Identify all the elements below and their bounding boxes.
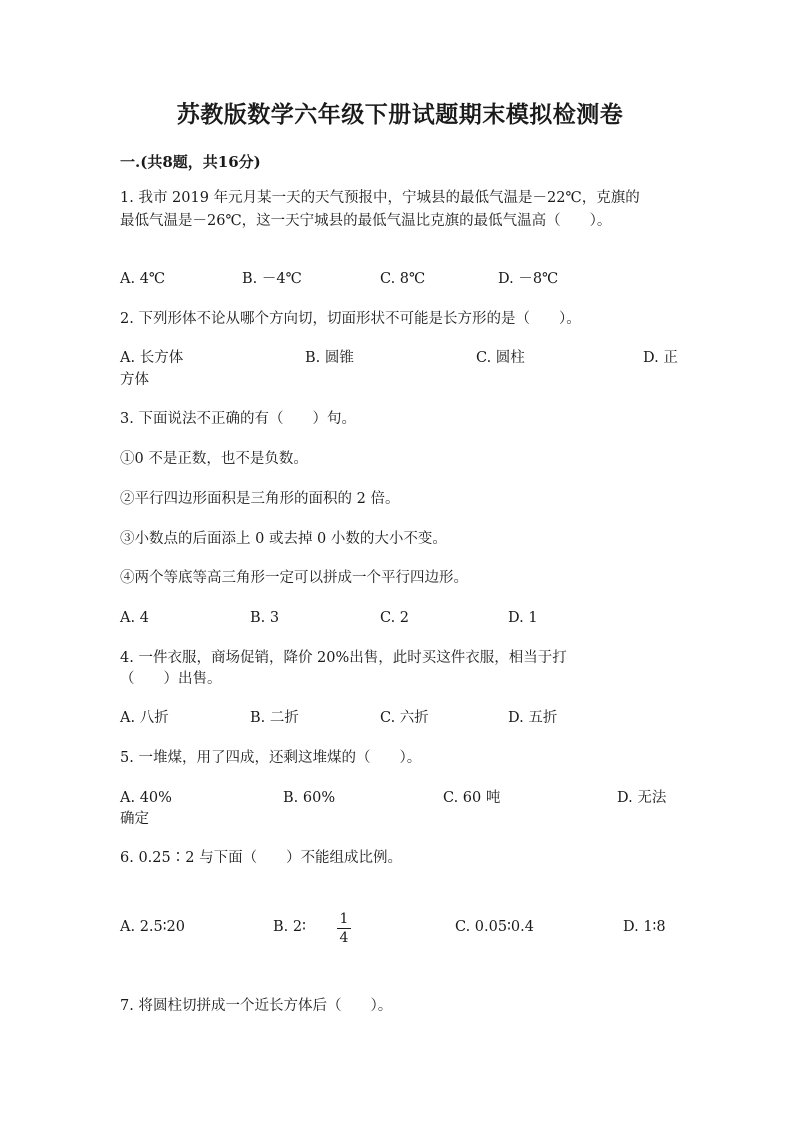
q3-statement-1: ①0 不是正数，也不是负数。 [120, 451, 308, 467]
q3-statement-4: ④两个等底等高三角形一定可以拼成一个平行四边形。 [120, 570, 468, 586]
q3-option-d: D. 1 [508, 610, 538, 626]
q4-option-d: D. 五折 [508, 710, 558, 726]
q4-option-c: C. 六折 [380, 710, 429, 726]
page-title: 苏教版数学六年级下册试题期末模拟检测卷 [176, 101, 624, 128]
q3-option-a: A. 4 [120, 610, 149, 626]
q2-option-c: C. 圆柱 [476, 350, 525, 366]
fraction-bar [337, 928, 351, 929]
fraction-denominator: 4 [339, 930, 349, 946]
q3-statement-2: ②平行四边形面积是三角形的面积的 2 倍。 [120, 491, 400, 507]
q7-stem: 7. 将圆柱切拼成一个近长方体后（ ）。 [120, 998, 393, 1014]
q6-option-d: D. 1∶8 [623, 919, 666, 935]
q3-option-b: B. 3 [250, 610, 280, 626]
q6-option-b: B. 2∶ [273, 919, 306, 935]
q1-option-c: C. 8℃ [380, 271, 426, 287]
q2-stem: 2. 下列形体不论从哪个方向切，切面形状不可能是长方形的是（ ）。 [120, 311, 581, 327]
q3-statement-3: ③小数点的后面添上 0 或去掉 0 小数的大小不变。 [120, 531, 447, 547]
q1-option-a: A. 4℃ [120, 271, 166, 287]
q5-option-b: B. 60% [283, 790, 336, 806]
q3-stem: 3. 下面说法不正确的有（ ）句。 [120, 411, 356, 427]
q1-stem-line1: 1. 我市 2019 年元月某一天的天气预报中，宁城县的最低气温是－22℃，克旗的 [120, 190, 640, 206]
q1-option-d: D. －8℃ [498, 271, 559, 287]
q5-stem: 5. 一堆煤，用了四成，还剩这堆煤的（ ）。 [120, 750, 422, 766]
q1-stem-line2: 最低气温是－26℃，这一天宁城县的最低气温比克旗的最低气温高（ ）。 [120, 213, 612, 229]
q4-option-a: A. 八折 [120, 710, 169, 726]
q3-option-c: C. 2 [380, 610, 410, 626]
q2-option-b: B. 圆锥 [305, 350, 354, 366]
q5-option-a: A. 40% [120, 790, 172, 806]
q5-option-d-wrap: 确定 [120, 811, 149, 827]
q5-option-c: C. 60 吨 [443, 790, 501, 806]
q5-option-d: D. 无法 [617, 790, 667, 806]
q4-stem-line1: 4. 一件衣服，商场促销，降价 20%出售，此时买这件衣服，相当于打 [120, 650, 567, 666]
q6-option-a: A. 2.5∶20 [120, 919, 185, 935]
q4-stem-line2: （ ）出售。 [120, 671, 222, 687]
q6-option-b-fraction [337, 911, 351, 946]
q2-option-d: D. 正 [643, 350, 678, 366]
fraction-numerator: 1 [339, 911, 349, 927]
q1-option-b: B. －4℃ [242, 271, 302, 287]
q6-option-c: C. 0.05∶0.4 [455, 919, 534, 935]
q2-option-d-wrap: 方体 [120, 372, 149, 388]
q2-option-a: A. 长方体 [120, 350, 184, 366]
q6-stem: 6. 0.25∶2 与下面（ ）不能组成比例。 [120, 850, 403, 866]
section-heading: 一.(共8题，共16分) [120, 153, 261, 171]
q4-option-b: B. 二折 [250, 710, 299, 726]
